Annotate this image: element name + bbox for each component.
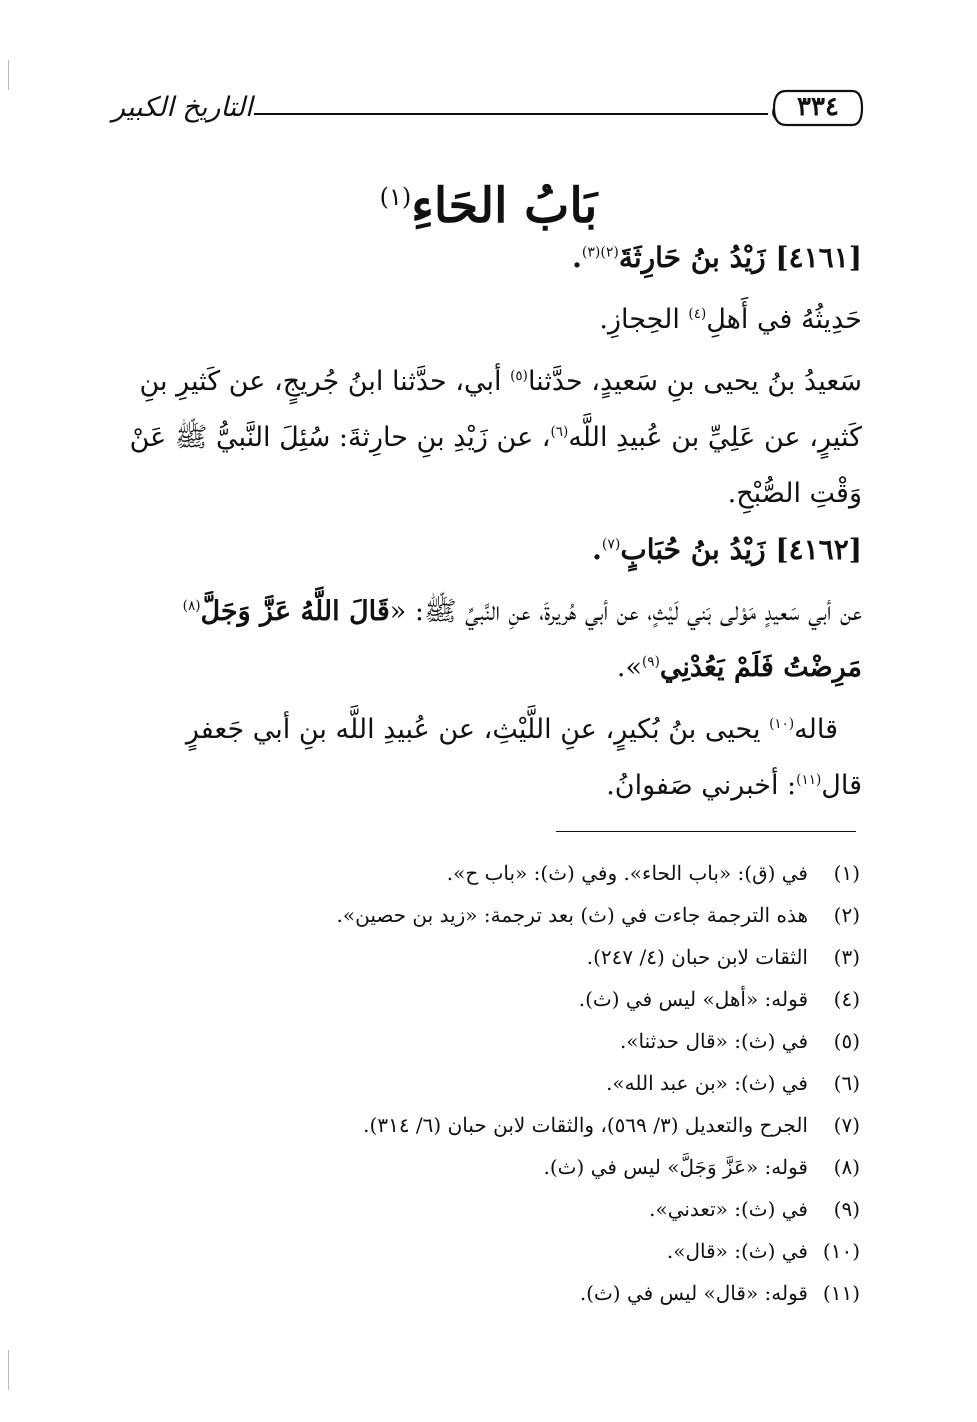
footnote-number: (٨) bbox=[833, 1155, 860, 1179]
footnote-text: في (ث): «قال حدثنا». bbox=[619, 1029, 808, 1053]
footnote bbox=[250, 1230, 860, 1272]
footnote-text: قوله: «قال» ليس في (ث). bbox=[579, 1281, 808, 1305]
header-rule bbox=[254, 113, 768, 115]
footnote-number: (١) bbox=[833, 861, 860, 885]
book-title: التاريخ الكبير bbox=[112, 92, 253, 123]
text-run: يحيى بنُ بُكيرٍ، عنِ اللَّيْثِ، عن عُبيدِ اللَّه بنِ أبي جَعفرٍ قال bbox=[185, 714, 862, 801]
crop-mark-top bbox=[8, 60, 9, 90]
footnote-ref: (٧) bbox=[601, 536, 621, 553]
page-number: ٣٣٤ bbox=[797, 92, 839, 122]
footnote-ref: (٢)(٣) bbox=[581, 244, 619, 261]
footnote bbox=[250, 1146, 860, 1188]
entry-end: . bbox=[572, 241, 582, 274]
crop-mark-bottom bbox=[8, 1350, 9, 1390]
footnotes bbox=[250, 852, 860, 1314]
footnote bbox=[250, 1188, 860, 1230]
footnote-number: (٣) bbox=[833, 945, 860, 969]
entry bbox=[110, 236, 862, 522]
footnote-text: قوله: «أهل» ليس في (ث). bbox=[578, 987, 808, 1011]
footnote bbox=[250, 1104, 860, 1146]
text-run: سَعيدُ بنُ يحيى بنِ سَعيدٍ، حدَّثنا bbox=[527, 366, 862, 397]
chapter-title: بَابُ الحَاءِ bbox=[411, 178, 598, 235]
footnote-text: هذه الترجمة جاءت في (ث) بعد ترجمة: «زيد بن حصين». bbox=[336, 903, 808, 927]
footnote-ref: (٦) bbox=[550, 424, 569, 440]
entry-name: زَيْدُ بنُ حَارِثَةَ bbox=[618, 241, 766, 274]
footnote-ref: (١) bbox=[379, 183, 412, 212]
footnote-number: (١٠) bbox=[822, 1239, 860, 1263]
footnote bbox=[250, 936, 860, 978]
main-text bbox=[110, 236, 862, 820]
footnote-text: الثقات لابن حبان (٤/ ٢٤٧). bbox=[586, 945, 808, 969]
footnote bbox=[250, 1062, 860, 1104]
footnote-rule bbox=[556, 831, 856, 832]
footnote-number: (٤) bbox=[833, 987, 860, 1011]
footnote-text: في (ث): «تعدني». bbox=[649, 1197, 808, 1221]
footnote-number: (٥) bbox=[833, 1029, 860, 1053]
chapter-heading bbox=[0, 178, 977, 235]
body-paragraph bbox=[110, 354, 862, 522]
footnote bbox=[250, 894, 860, 936]
footnote-text: في (ث): «قال». bbox=[666, 1239, 808, 1263]
quoted-text: قَالَ اللَّهُ عَزَّ وَجَلَّ bbox=[200, 596, 390, 627]
entry-heading bbox=[110, 528, 862, 572]
footnote-number: (٩) bbox=[833, 1197, 860, 1221]
footnote bbox=[250, 1020, 860, 1062]
quoted-text: مَرِضْتُ فَلَمْ يَعُدْنِي bbox=[659, 652, 862, 683]
body-paragraph bbox=[110, 584, 862, 696]
body-paragraph bbox=[110, 702, 862, 814]
entry-end: . bbox=[592, 533, 602, 566]
footnote-text: الجرح والتعديل (٣/ ٥٦٩)، والثقات لابن حبان (٦/ ٣١٤). bbox=[363, 1113, 808, 1137]
footnote-number: (١١) bbox=[822, 1281, 860, 1305]
footnote-ref: (٥) bbox=[510, 368, 528, 384]
entry-number: [٤١٦١] bbox=[775, 241, 862, 274]
footnote bbox=[250, 1272, 860, 1314]
footnote bbox=[250, 852, 860, 894]
entry bbox=[110, 528, 862, 814]
page-number-frame bbox=[772, 88, 864, 128]
footnote-ref: (١١) bbox=[796, 772, 822, 788]
running-header bbox=[112, 86, 864, 134]
body-paragraph bbox=[110, 292, 862, 348]
footnote-ref: (٤) bbox=[688, 306, 707, 322]
text-run: : أخبرني صَفوانُ. bbox=[606, 770, 797, 801]
footnote-ref: (١٠) bbox=[769, 716, 795, 732]
text-run: عن أبي سَعيدٍ مَوْلى بَني لَيْثٍ، عن أبي هُريرةَ، عنِ النَّبيِّ ﷺ: « bbox=[389, 596, 862, 627]
footnote bbox=[250, 978, 860, 1020]
entry-number: [٤١٦٢] bbox=[775, 533, 862, 566]
text-run: الحِجازِ. bbox=[599, 304, 689, 335]
text-run: أبي، حدَّثنا ابنُ جُريجٍ، عن كَثيرِ بنِ كَثيرٍ، عن عَلِيِّ بن عُبيدِ اللَّه bbox=[139, 366, 862, 453]
text-run: ، عن زَيْدِ بنِ حارِثةَ: سُئِلَ النَّبيُّ ﷺ عَنْ وَقْتِ الصُّبْحِ. bbox=[129, 422, 862, 509]
entry-name: زَيْدُ بنُ حُبَابٍ bbox=[620, 533, 766, 566]
footnote-text: في (ث): «بن عبد الله». bbox=[606, 1071, 808, 1095]
footnote-number: (٦) bbox=[833, 1071, 860, 1095]
footnote-ref: (٩) bbox=[642, 654, 660, 670]
footnote-number: (٧) bbox=[833, 1113, 860, 1137]
text-run: ». bbox=[616, 652, 643, 683]
footnote-number: (٢) bbox=[833, 903, 860, 927]
footnote-ref: (٨) bbox=[182, 598, 201, 614]
footnote-text: في (ق): «باب الحاء». وفي (ث): «باب ح». bbox=[446, 861, 808, 885]
text-run: حَدِيثُهُ في أَهلِ bbox=[706, 304, 862, 335]
entry-heading bbox=[110, 236, 862, 280]
text-run: قاله bbox=[794, 714, 838, 745]
footnote-text: قوله: «عَزَّ وَجَلَّ» ليس في (ث). bbox=[543, 1155, 808, 1179]
